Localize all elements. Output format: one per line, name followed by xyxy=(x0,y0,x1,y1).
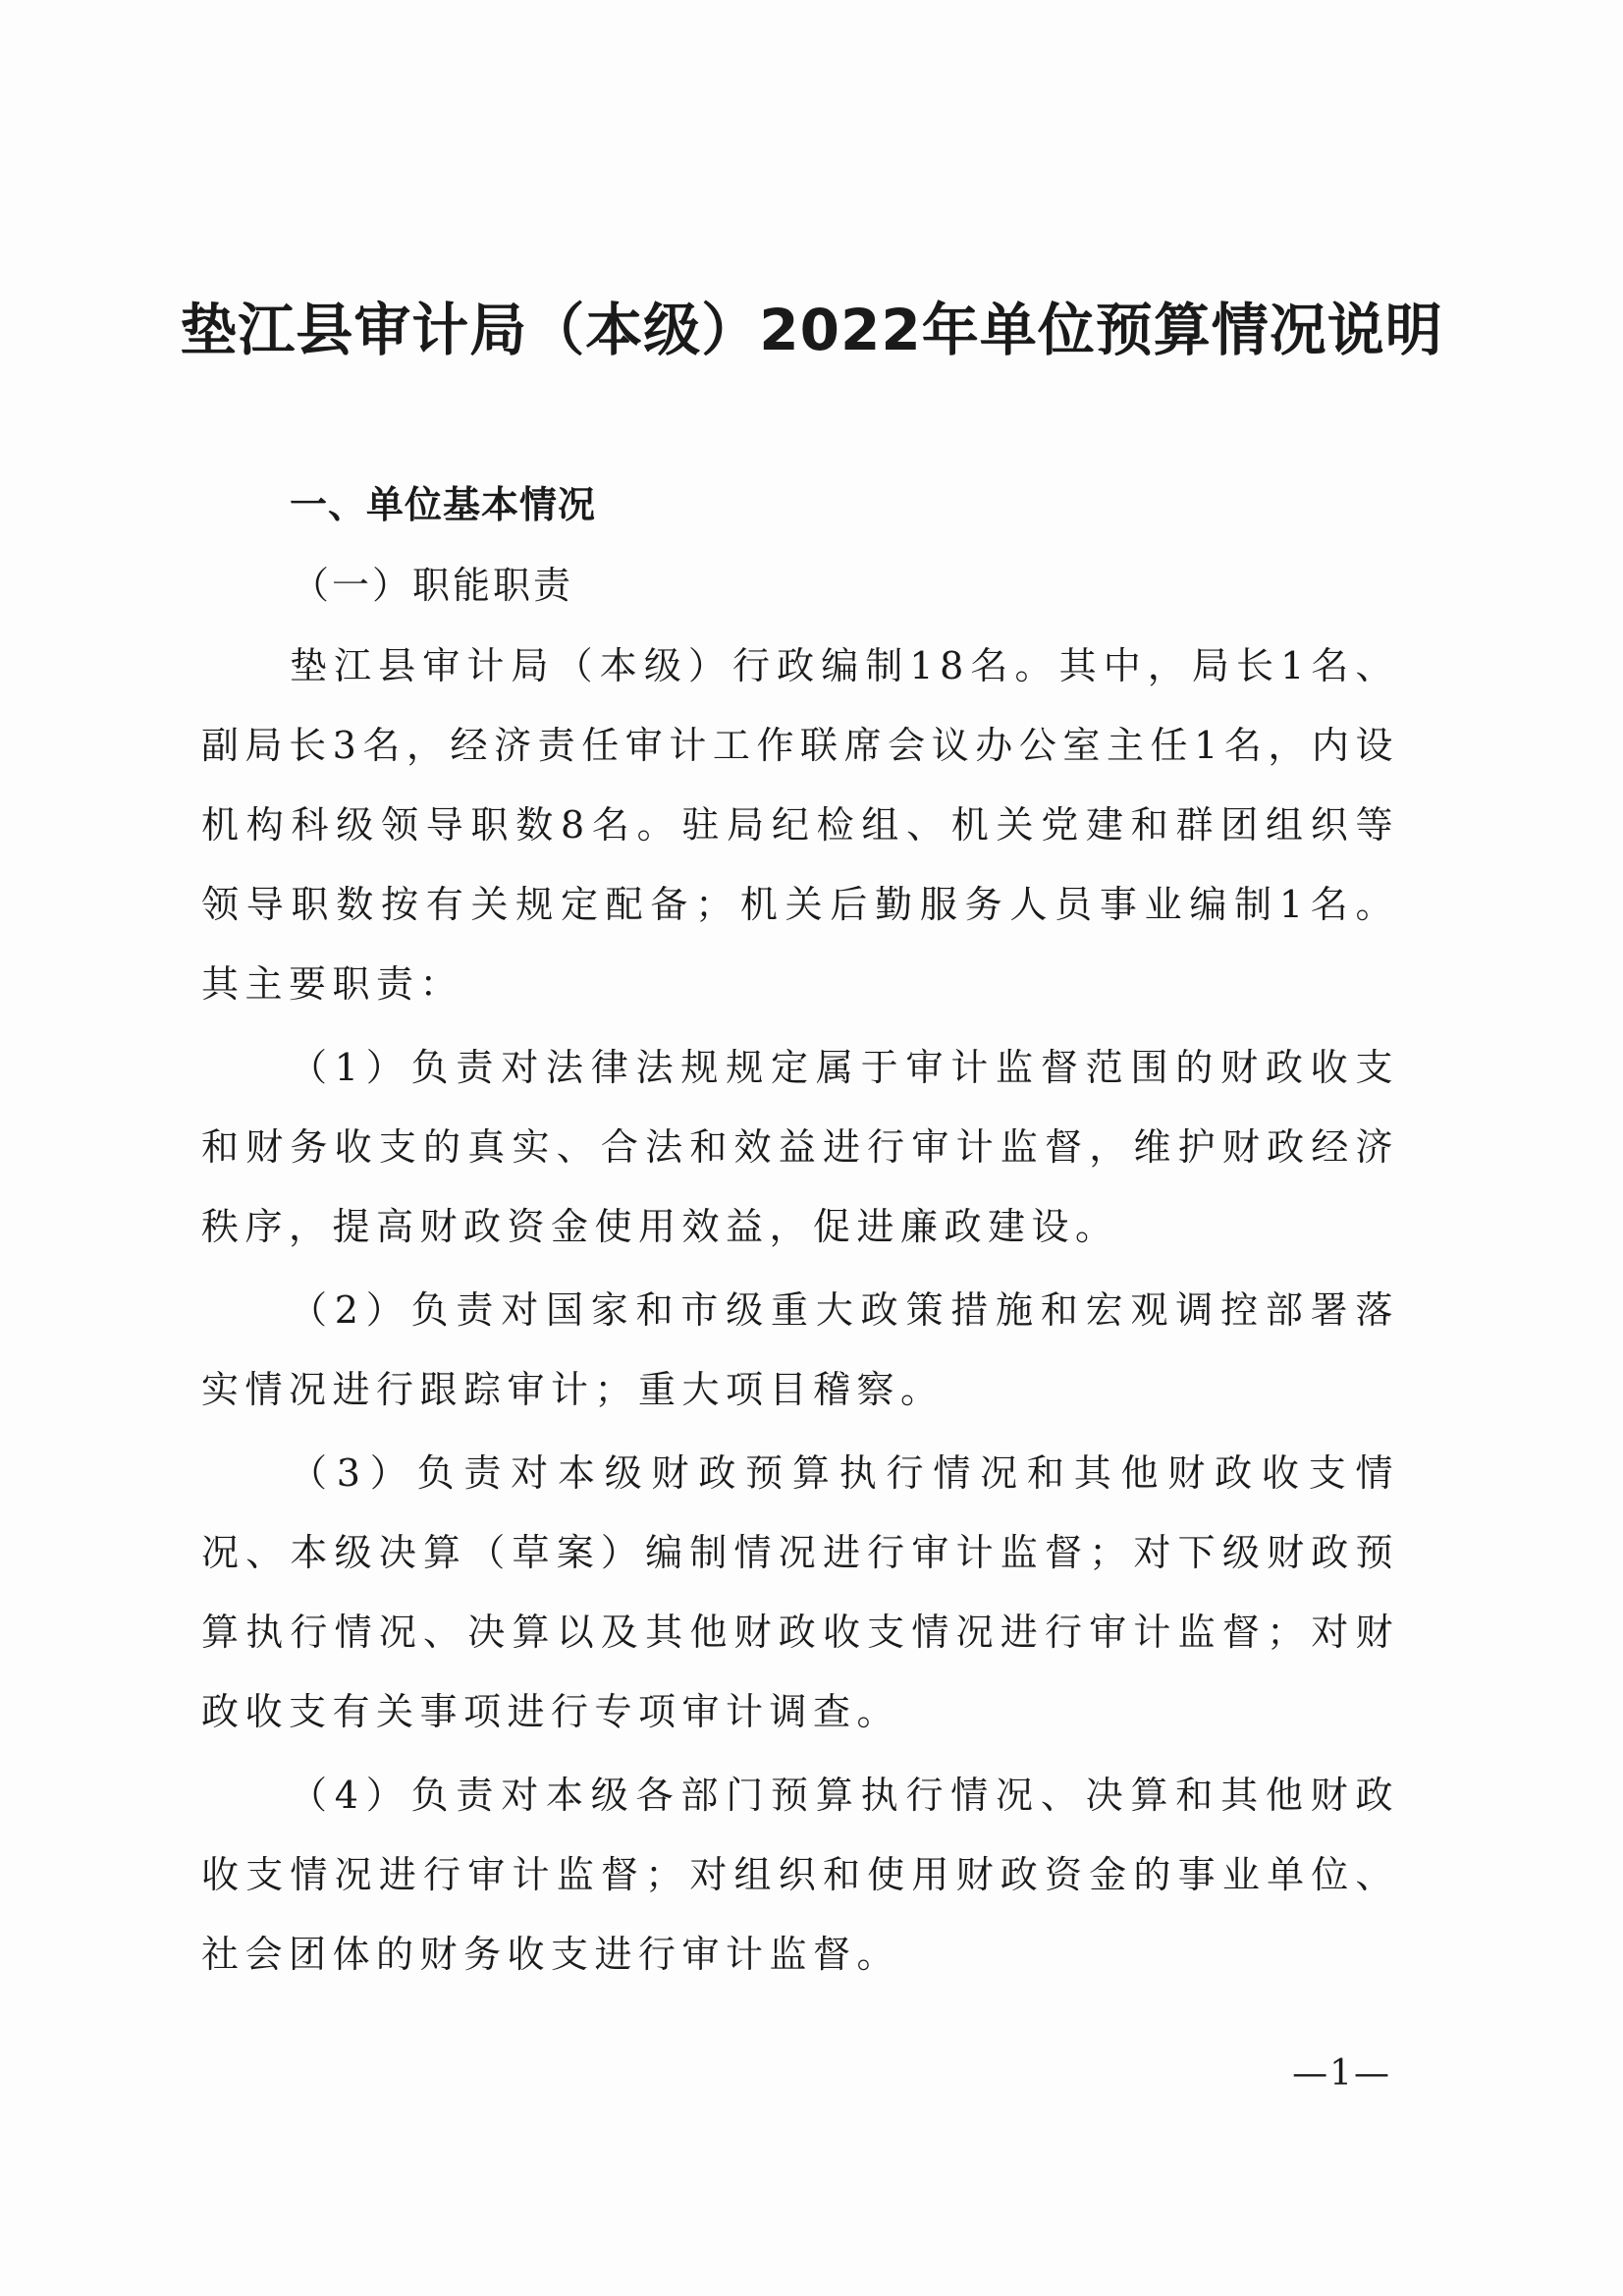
paragraph-duty-2: （2）负责对国家和市级重大政策措施和宏观调控部署落实情况进行跟踪审计；重大项目稽察。 xyxy=(201,1288,1399,1411)
document-body xyxy=(201,465,1399,1998)
paragraph-duty-1: （1）负责对法律法规规定属于审计监督范围的财政收支和财务收支的真实、合法和效益进行审计监督，维护财政经济秩序，提高财政资金使用效益，促进廉政建设。 xyxy=(201,1046,1399,1248)
paragraph-duty-4: （4）负责对本级各部门预算执行情况、决算和其他财政收支情况进行审计监督；对组织和使用财政资金的事业单位、社会团体的财务收支进行审计监督。 xyxy=(201,1774,1399,1976)
paragraph-duty-3: （3）负责对本级财政预算执行情况和其他财政收支情况、本级决算（草案）编制情况进行审计监督；对下级财政预算执行情况、决算以及其他财政收支情况进行审计监督；对财政收支有关事项进行专项审计调查。 xyxy=(201,1451,1399,1733)
section-heading: 一、单位基本情况 xyxy=(290,483,597,526)
subsection-heading: （一）职能职责 xyxy=(292,564,574,607)
document-title: 垫江县审计局（本级）2022年单位预算情况说明 xyxy=(180,297,1443,363)
paragraph-staffing: 垫江县审计局（本级）行政编制18名。其中，局长1名、副局长3名，经济责任审计工作联席会议办公室主任1名，内设机构科级领导职数8名。驻局纪检组、机关党建和群团组织等领导职数按有关规定配备；机关后勤服务人员事业编制1名。其主要职责： xyxy=(201,644,1399,1006)
page-number: —1— xyxy=(1292,2053,1391,2094)
